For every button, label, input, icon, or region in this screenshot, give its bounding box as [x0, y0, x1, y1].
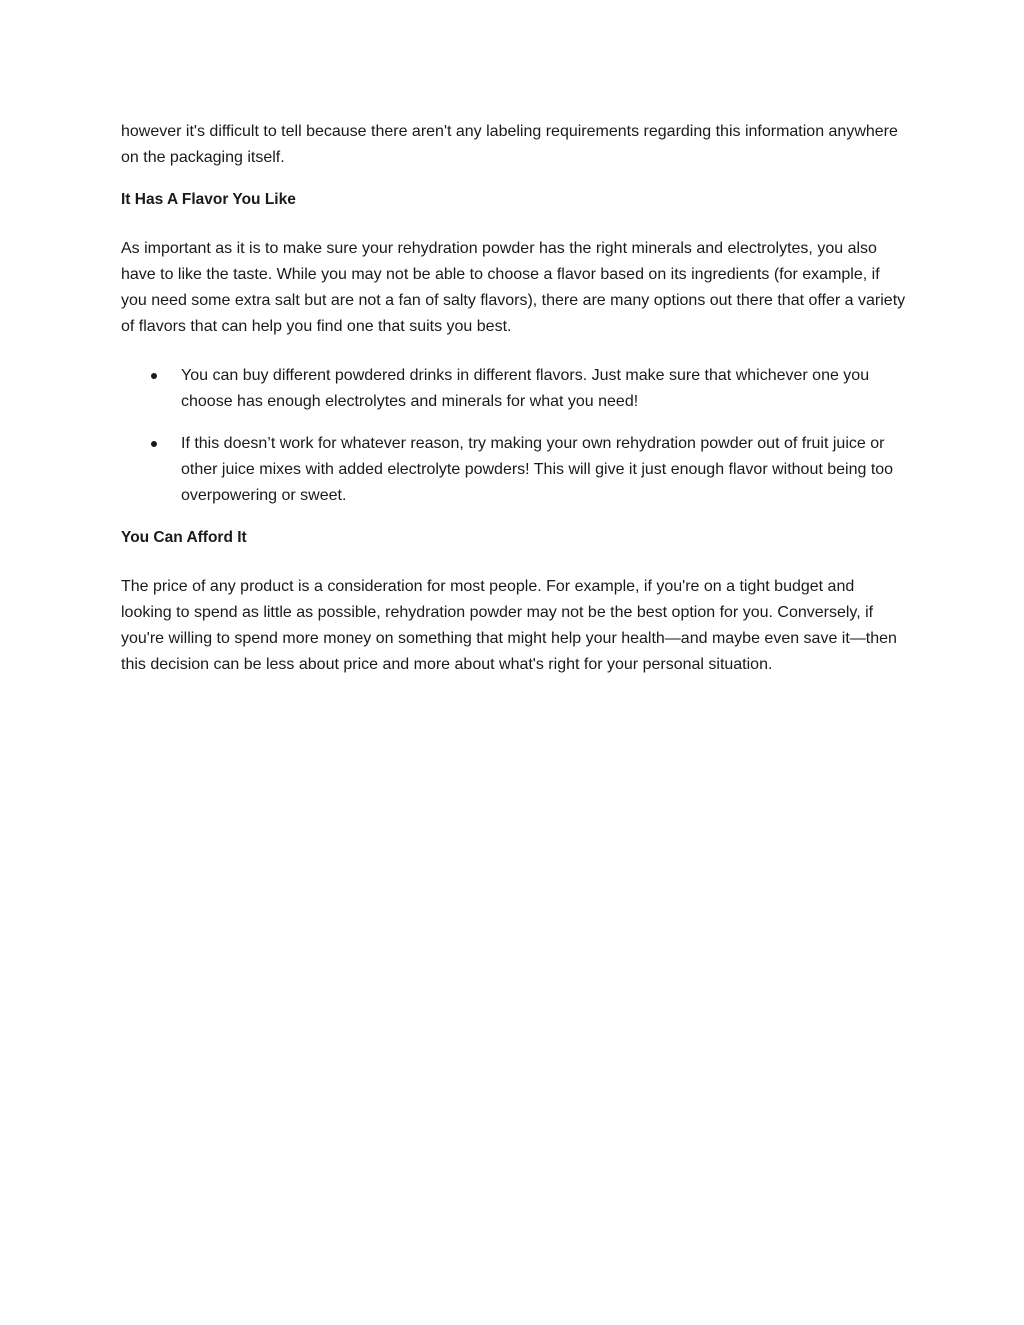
list-item	[121, 431, 907, 509]
list-item	[121, 363, 907, 415]
section-heading-afford: You Can Afford It	[121, 529, 247, 546]
intro-paragraph: however it's difficult to tell because there aren't any labeling requirements regarding this information anywhere on the packaging itself.	[121, 123, 898, 166]
flavor-paragraph: As important as it is to make sure your rehydration powder has the right minerals and electrolytes, you also have to like the taste. While you may not be able to choose a flavor based on its ingredients (for example, if you need some extra salt but are not a fan of salty flavors), there are many options out there that offer a variety of flavors that can help you find one that suits you best.	[121, 240, 906, 335]
list-item-text: You can buy different powdered drinks in different flavors. Just make sure that whichever one you choose has enough electrolytes and minerals for what you need!	[181, 367, 870, 410]
bullet-icon	[151, 441, 157, 447]
section-heading-flavor: It Has A Flavor You Like	[121, 191, 296, 208]
document-page	[121, 119, 907, 701]
flavor-bullet-list	[121, 363, 907, 509]
afford-paragraph: The price of any product is a consideration for most people. For example, if you're on a tight budget and looking to spend as little as possible, rehydration powder may not be the best option for you. Conversely, if you're willing to spend more money on something that might help your health—and maybe even save it—then this decision can be less about price and more about what's right for your personal situation.	[121, 578, 897, 673]
list-item-text: If this doesn’t work for whatever reason, try making your own rehydration powder out of fruit juice or other juice mixes with added electrolyte powders! This will give it just enough flavor without being too overpowering or sweet.	[181, 435, 894, 504]
bullet-icon	[151, 373, 157, 379]
